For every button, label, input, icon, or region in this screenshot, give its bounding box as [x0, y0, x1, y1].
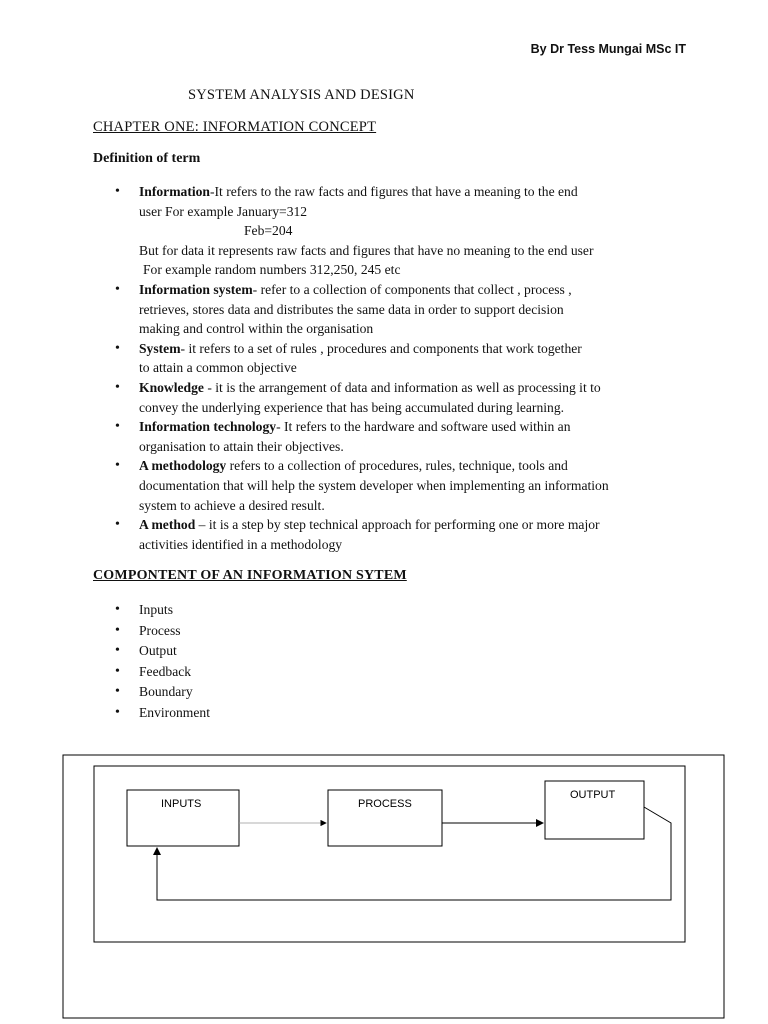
definition-text: making and control within the organisation	[139, 321, 374, 337]
document-title: SYSTEM ANALYSIS AND DESIGN	[188, 87, 415, 103]
definition-text: organisation to attain their objectives.	[139, 438, 344, 454]
component-item: • Environment	[93, 703, 210, 724]
definition-text: Feb=204	[244, 223, 293, 239]
definition-text: activities identified in a methodology	[139, 536, 343, 552]
definition-text: - it refers to a set of rules , procedures and components that work together	[180, 340, 582, 356]
definition-text: documentation that will help the system developer when implementing an information	[139, 477, 609, 493]
term-knowledge: Knowledge	[139, 379, 204, 395]
term-information: Information	[139, 184, 210, 199]
process-label: PROCESS	[358, 798, 412, 810]
definition-text: system to achieve a desired result.	[139, 497, 325, 513]
definition-heading: Definition of term	[93, 151, 201, 166]
inputs-label: INPUTS	[161, 798, 202, 810]
definition-text: But for data it represents raw facts and figures that have no meaning to the end user	[139, 242, 594, 258]
term-system: System	[139, 340, 181, 356]
component-item: • Process	[93, 621, 210, 642]
definition-text: user For example January=312	[139, 203, 308, 219]
term-method: A method	[139, 517, 196, 533]
chapter-heading: CHAPTER ONE: INFORMATION CONCEPT	[93, 119, 377, 135]
author-credit: By Dr Tess Mungai MSc IT	[530, 42, 686, 56]
definition-text: – it is a step by step technical approach for performing one or more major	[195, 517, 600, 533]
definition-text: For example random numbers 312,250, 245 etc	[143, 262, 401, 278]
definition-text: - it is the arrangement of data and information as well as processing it to	[203, 379, 601, 395]
term-methodology: A methodology	[139, 458, 227, 474]
definition-text: -It refers to the raw facts and figures that have a meaning to the end	[210, 184, 578, 199]
definition-text: convey the underlying experience that has being accumulated during learning.	[139, 399, 565, 415]
component-item: • Inputs	[93, 600, 210, 621]
definition-text: - It refers to the hardware and software used within an	[276, 419, 571, 435]
component-item: • Output	[93, 641, 210, 662]
definition-text: - refer to a collection of components that collect , process ,	[252, 281, 572, 297]
components-heading: COMPONTENT OF AN INFORMATION SYTEM	[93, 568, 407, 583]
definition-text: retrieves, stores data and distributes the same data in order to support decision	[139, 301, 564, 317]
component-item: • Boundary	[93, 682, 210, 703]
output-label: OUTPUT	[570, 789, 616, 801]
definition-text: refers to a collection of procedures, rules, technique, tools and	[226, 458, 568, 474]
term-information-technology: Information technology	[139, 419, 277, 435]
term-information-system: Information system	[139, 281, 253, 297]
component-item: • Feedback	[93, 662, 210, 683]
definition-text: to attain a common objective	[139, 360, 297, 376]
